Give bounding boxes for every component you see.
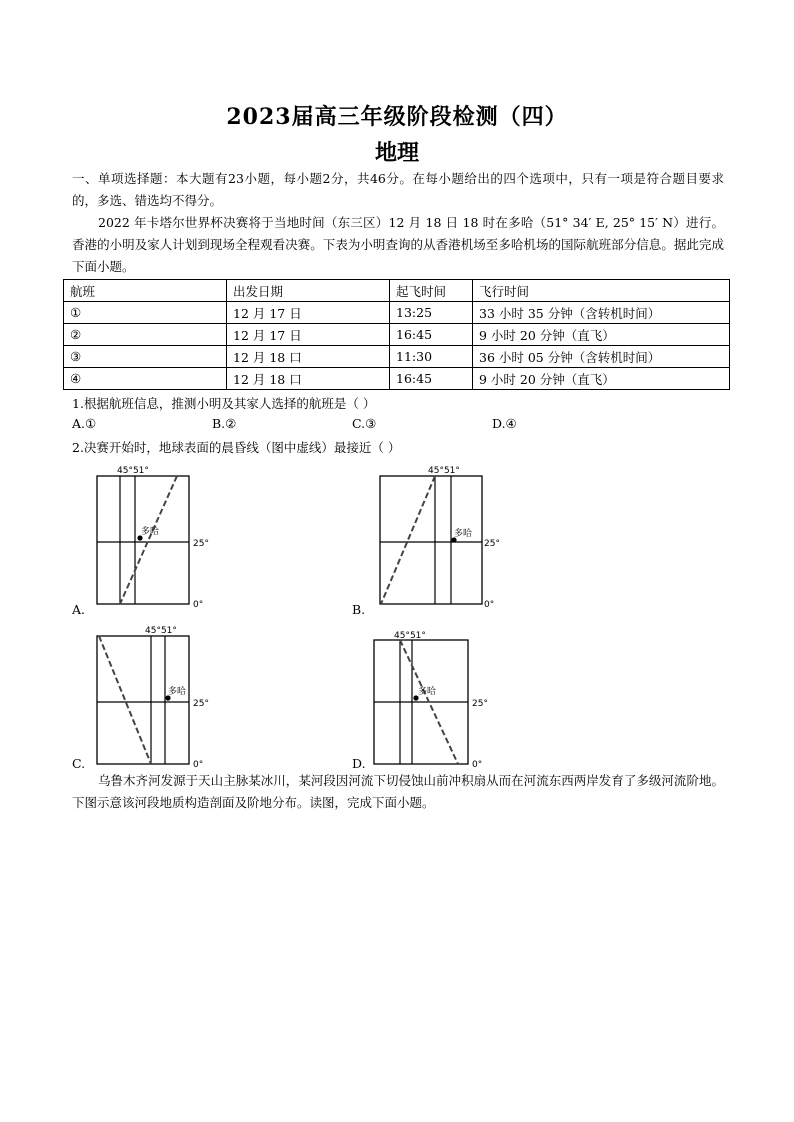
diagram-d	[372, 622, 522, 772]
table-cell: 12 月 17 日	[227, 324, 390, 346]
river-context: 乌鲁木齐河发源于天山主脉某冰川，某河段因河流下切侵蚀山前冲积扇从而在河流东西两岸发育了多级河流阶地。下图示意该河段地质构造剖面及阶地分布。读图，完成下面小题。	[72, 773, 724, 810]
diagram-a	[95, 462, 245, 612]
table-row	[64, 368, 730, 390]
section-instructions: 一、单项选择题：本大题有23小题，每小题2分，共46分。在每小题给出的四个选项中，只有一项是符合题目要求的，多选、错选均不得分。	[72, 171, 724, 208]
lat-0-label: 0°	[193, 600, 204, 610]
city-label: 多哈	[141, 527, 160, 537]
diagram-c	[95, 622, 245, 772]
exam-title: 2023届高三年级阶段检测（四）	[226, 104, 568, 130]
diagram-d-label[interactable]: D.	[352, 756, 366, 771]
subject-title: 地理	[374, 140, 419, 166]
question-1-stem: 1.根据航班信息，推测小明及其家人选择的航班是（ ）	[72, 396, 376, 411]
table-header-row	[64, 280, 730, 302]
table-cell: 13:25	[390, 302, 473, 324]
table-cell: 16:45	[390, 368, 473, 390]
table-cell: 9 小时 20 分钟（直飞）	[473, 324, 730, 346]
lat-0-label: 0°	[472, 760, 483, 770]
table-cell: 12 月 18 口	[227, 346, 390, 368]
lat-0-label: 0°	[484, 600, 495, 610]
table-cell: 11:30	[390, 346, 473, 368]
table-cell: 12 月 18 口	[227, 368, 390, 390]
question-context: 2022 年卡塔尔世界杯决赛将于当地时间（东三区）12 月 18 日 18 时在多哈（51° 34′ E, 25° 15′ N）进行。香港的小明及家人计划到现场全程观看决赛。下表为小明查询的从香港机场至多哈机场的国际航班部分信息。据此完成下面小题。	[72, 215, 724, 274]
longitude-label: 45°51°	[394, 631, 426, 641]
table-row	[64, 302, 730, 324]
header-cell: 出发日期	[227, 280, 390, 302]
terminator-line	[381, 476, 435, 604]
terminator-line	[99, 636, 151, 764]
lat-25-label: 25°	[472, 699, 488, 709]
longitude-label: 45°51°	[145, 626, 177, 636]
flight-table	[63, 279, 730, 390]
diagram-c-label[interactable]: C.	[72, 756, 86, 771]
q1-option-b[interactable]: B.②	[212, 416, 237, 431]
map-frame	[97, 476, 189, 604]
lat-0-label: 0°	[193, 760, 204, 770]
city-label: 多哈	[168, 687, 187, 697]
city-label: 多哈	[454, 529, 473, 539]
q1-option-c[interactable]: C.③	[352, 416, 377, 431]
table-cell: 33 小时 35 分钟（含转机时间）	[473, 302, 730, 324]
q1-option-d[interactable]: D.④	[492, 416, 517, 431]
longitude-label: 45°51°	[428, 466, 460, 476]
lat-25-label: 25°	[484, 539, 500, 549]
header-cell: 起飞时间	[390, 280, 473, 302]
table-cell: ①	[64, 302, 227, 324]
table-cell: 12 月 17 日	[227, 302, 390, 324]
lat-25-label: 25°	[193, 699, 209, 709]
table-cell: 36 小时 05 分钟（含转机时间）	[473, 346, 730, 368]
question-2-stem: 2.决赛开始时，地球表面的晨昏线（图中虚线）最接近（ ）	[72, 440, 401, 455]
diagram-a-label[interactable]: A.	[72, 602, 86, 617]
city-label: 多哈	[418, 687, 437, 697]
table-row	[64, 346, 730, 368]
map-frame	[380, 476, 482, 604]
terminator-line	[120, 476, 177, 604]
longitude-label: 45°51°	[117, 466, 149, 476]
table-cell: ④	[64, 368, 227, 390]
q1-option-a[interactable]: A.①	[72, 416, 97, 431]
lat-25-label: 25°	[193, 539, 209, 549]
table-cell: 9 小时 20 分钟（直飞）	[473, 368, 730, 390]
table-cell: ②	[64, 324, 227, 346]
table-row	[64, 324, 730, 346]
diagram-b	[378, 462, 528, 612]
header-cell: 航班	[64, 280, 227, 302]
table-cell: ③	[64, 346, 227, 368]
table-cell: 16:45	[390, 324, 473, 346]
diagram-b-label[interactable]: B.	[352, 602, 366, 617]
header-cell: 飞行时间	[473, 280, 730, 302]
